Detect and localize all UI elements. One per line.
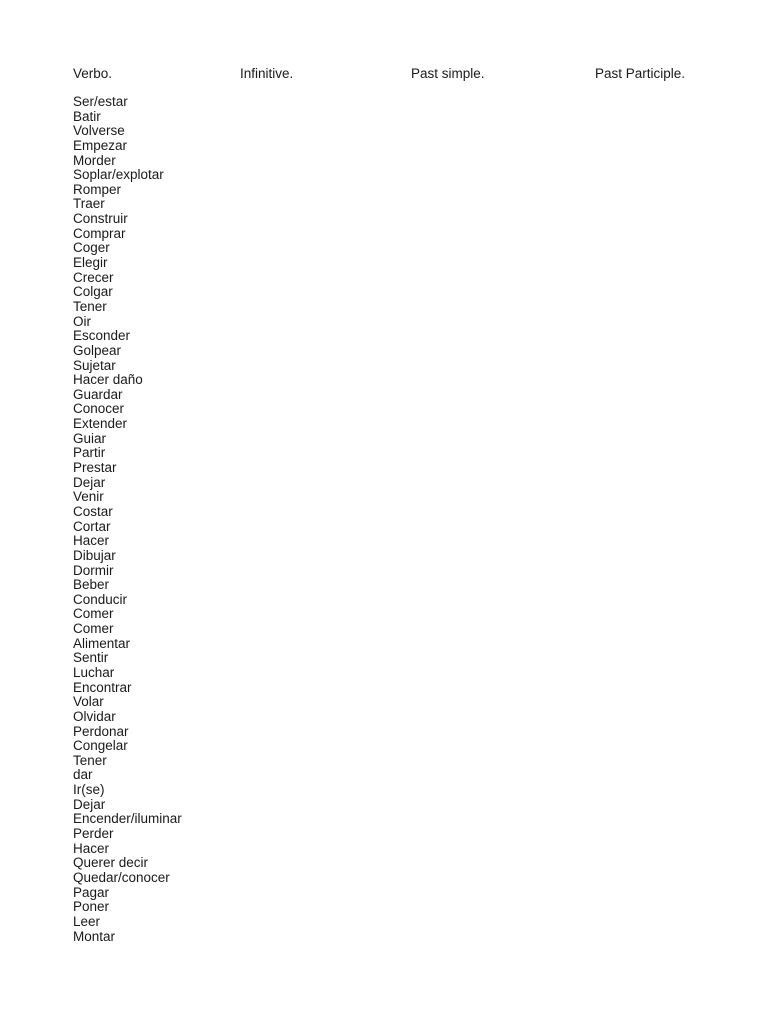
verb-item: Construir bbox=[73, 211, 128, 227]
verb-item: Alimentar bbox=[73, 635, 131, 651]
header-past-simple: Past simple. bbox=[411, 66, 485, 81]
verb-item: Ir(se) bbox=[73, 782, 105, 798]
header-infinitive: Infinitive. bbox=[240, 66, 294, 81]
verb-item: Batir bbox=[73, 108, 101, 124]
verb-item: Extender bbox=[73, 416, 128, 432]
verb-item: Comprar bbox=[73, 225, 126, 241]
verb-item: Pagar bbox=[73, 884, 110, 900]
verb-item: Beber bbox=[73, 577, 110, 593]
verb-item: Colgar bbox=[73, 284, 113, 300]
verb-item: Venir bbox=[73, 489, 104, 505]
verb-item: Costar bbox=[73, 503, 113, 519]
verb-item: Dormir bbox=[73, 562, 114, 578]
header-past-participle: Past Participle. bbox=[595, 66, 686, 81]
verb-item: Sentir bbox=[73, 650, 109, 666]
verb-item: Volverse bbox=[73, 123, 125, 139]
verb-item: Volar bbox=[73, 694, 104, 710]
verb-item: Congelar bbox=[73, 738, 128, 754]
verb-item: Partir bbox=[73, 445, 106, 461]
table-header bbox=[0, 66, 768, 84]
verb-item: Hacer bbox=[73, 533, 110, 549]
verb-item: Morder bbox=[73, 152, 116, 168]
verb-item: Conducir bbox=[73, 591, 128, 607]
verb-item: Dibujar bbox=[73, 547, 116, 563]
verb-item: Crecer bbox=[73, 269, 114, 285]
verb-item: Coger bbox=[73, 240, 110, 256]
verb-item: Soplar/explotar bbox=[73, 167, 164, 183]
verb-item: Hacer bbox=[73, 840, 110, 856]
header-verbo: Verbo. bbox=[73, 66, 113, 81]
verb-item: Luchar bbox=[73, 664, 115, 680]
verb-item: Querer decir bbox=[73, 855, 149, 871]
verb-item: Comer bbox=[73, 621, 114, 637]
verb-item: Conocer bbox=[73, 401, 125, 417]
verb-item: Comer bbox=[73, 606, 114, 622]
verb-item: Elegir bbox=[73, 255, 108, 271]
verb-item: Traer bbox=[73, 196, 105, 212]
verb-item: Montar bbox=[73, 928, 116, 944]
verb-item: Hacer daño bbox=[73, 372, 143, 388]
verb-item: Prestar bbox=[73, 460, 117, 476]
verb-item: Tener bbox=[73, 752, 107, 768]
verb-item: Ser/estar bbox=[73, 94, 128, 109]
verb-list bbox=[73, 95, 182, 944]
verb-item: Golpear bbox=[73, 342, 122, 358]
verb-item: dar bbox=[73, 767, 93, 783]
verb-item: Oir bbox=[73, 313, 91, 329]
verb-item: Cortar bbox=[73, 518, 111, 534]
verb-item: Tener bbox=[73, 298, 107, 314]
verb-item: Empezar bbox=[73, 137, 128, 153]
verb-item: Sujetar bbox=[73, 357, 116, 373]
verb-item: Encontrar bbox=[73, 679, 132, 695]
verb-item: Poner bbox=[73, 899, 110, 915]
verb-item: Olvidar bbox=[73, 708, 116, 724]
verb-item: Perder bbox=[73, 826, 114, 842]
verb-item: Esconder bbox=[73, 328, 131, 344]
verb-item: Guardar bbox=[73, 386, 123, 402]
verb-item: Quedar/conocer bbox=[73, 869, 170, 885]
verb-item: Dejar bbox=[73, 474, 106, 490]
verb-item: Romper bbox=[73, 181, 122, 197]
verb-item: Encender/iluminar bbox=[73, 811, 182, 827]
verb-item: Guiar bbox=[73, 430, 107, 446]
verb-item: Leer bbox=[73, 913, 101, 929]
verb-item: Dejar bbox=[73, 796, 106, 812]
verb-item: Perdonar bbox=[73, 723, 129, 739]
